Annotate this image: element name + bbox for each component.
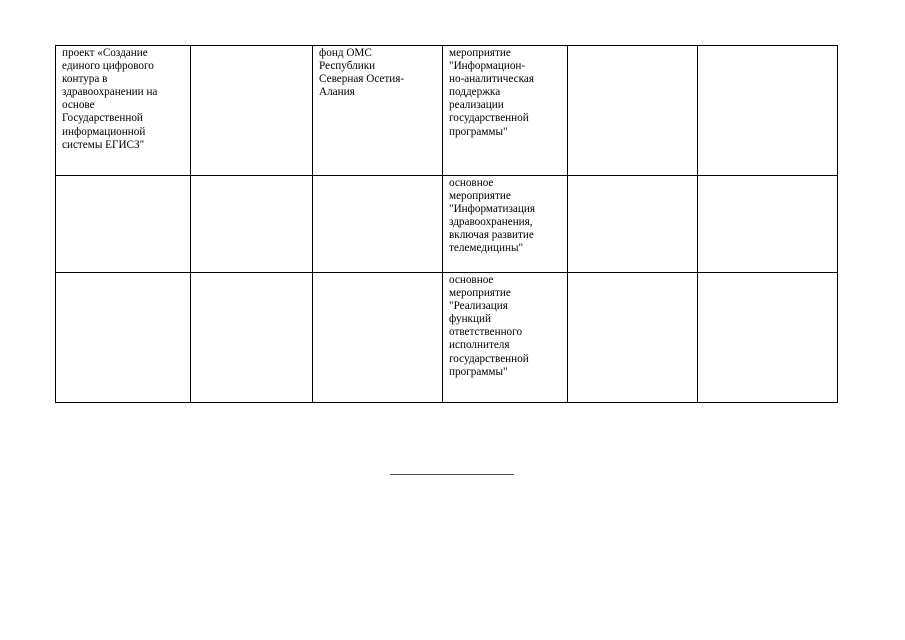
- table-cell: [698, 273, 838, 403]
- cell-text: фонд ОМС Республики Северная Осетия- Алания: [319, 47, 405, 99]
- table-cell: [313, 273, 443, 403]
- table-cell: [443, 273, 568, 403]
- table-cell: [56, 176, 191, 273]
- table-cell: [698, 176, 838, 273]
- table-cell: [443, 176, 568, 273]
- table-cell: [568, 176, 698, 273]
- table-cell: [313, 176, 443, 273]
- table-cell: [191, 46, 313, 176]
- end-separator-line: [390, 474, 514, 475]
- program-table: [55, 45, 838, 403]
- cell-text: мероприятие "Информацион- но-аналитическая поддержка реализации государственной программы": [449, 47, 534, 138]
- table-cell: [191, 273, 313, 403]
- table-row: [56, 273, 838, 403]
- table-row: [56, 46, 838, 176]
- cell-text: основное мероприятие "Реализация функций ответственного исполнителя государственной программы": [449, 274, 529, 378]
- cell-text: проект «Создание единого цифрового контура в здравоохранении на основе Государственной информационной системы ЕГИСЗ": [62, 47, 158, 151]
- cell-text: основное мероприятие "Информатизация здравоохранения, включая развитие телемедицины": [449, 177, 535, 255]
- table-cell: [443, 46, 568, 176]
- table-cell: [698, 46, 838, 176]
- table-cell: [56, 46, 191, 176]
- table-cell: [191, 176, 313, 273]
- table-cell: [568, 46, 698, 176]
- table-row: [56, 176, 838, 273]
- table-cell: [568, 273, 698, 403]
- table-cell: [313, 46, 443, 176]
- table-cell: [56, 273, 191, 403]
